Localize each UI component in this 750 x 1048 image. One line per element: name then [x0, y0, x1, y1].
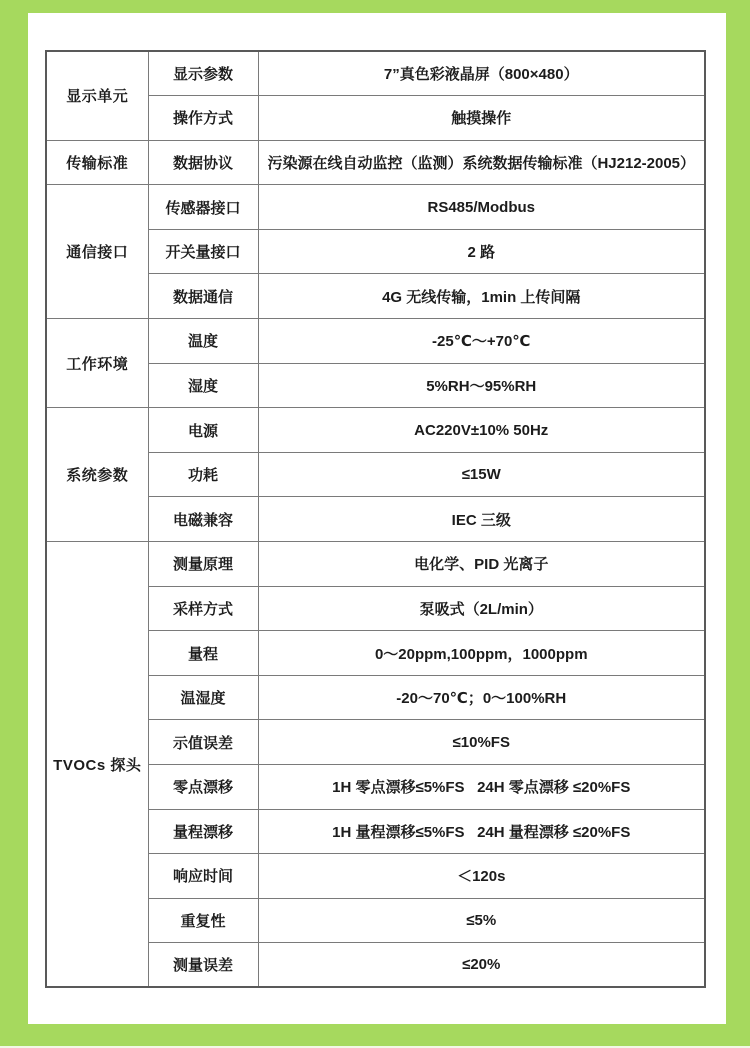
- value-cell: ≤5%: [258, 898, 705, 943]
- category-cell-system-parameters: 系统参数: [46, 408, 148, 542]
- table-row: [46, 185, 705, 230]
- value-cell: RS485/Modbus: [258, 185, 705, 230]
- value-cell: AC220V±10% 50Hz: [258, 408, 705, 453]
- spec-table: [45, 50, 706, 988]
- value-cell: 触摸操作: [258, 96, 705, 141]
- value-cell: -20～70℃；0～100%RH: [258, 675, 705, 720]
- value-cell: IEC 三级: [258, 497, 705, 542]
- table-row: [46, 408, 705, 453]
- value-cell: ＜120s: [258, 854, 705, 899]
- value-cell: 电化学、PID 光离子: [258, 542, 705, 587]
- frame-left-bar: [0, 0, 28, 1048]
- category-cell-transmission-standard: 传输标准: [46, 140, 148, 185]
- category-cell-working-environment: 工作环境: [46, 319, 148, 408]
- param-cell: 温湿度: [148, 675, 258, 720]
- category-cell-tvocs-probe: TVOCs 探头: [46, 542, 148, 988]
- param-cell: 操作方式: [148, 96, 258, 141]
- param-cell: 测量误差: [148, 943, 258, 988]
- param-cell: 数据通信: [148, 274, 258, 319]
- param-cell: 数据协议: [148, 140, 258, 185]
- table-row: [46, 51, 705, 96]
- param-cell: 量程漂移: [148, 809, 258, 854]
- frame-right-bar: [726, 0, 750, 1048]
- value-cell: 5%RH～95%RH: [258, 363, 705, 408]
- param-cell: 显示参数: [148, 51, 258, 96]
- value-cell: 7”真色彩液晶屏（800×480）: [258, 51, 705, 96]
- value-cell: 1H 零点漂移≤5%FS 24H 零点漂移 ≤20%FS: [258, 765, 705, 810]
- param-cell: 传感器接口: [148, 185, 258, 230]
- param-cell: 量程: [148, 631, 258, 676]
- frame-top-bar: [0, 0, 750, 13]
- table-row: [46, 140, 705, 185]
- value-cell: ≤20%: [258, 943, 705, 988]
- value-cell: 0～20ppm,100ppm，1000ppm: [258, 631, 705, 676]
- param-cell: 示值误差: [148, 720, 258, 765]
- param-cell: 湿度: [148, 363, 258, 408]
- value-cell: 2 路: [258, 229, 705, 274]
- frame-bottom-bar: [0, 1024, 750, 1046]
- value-cell: -25℃～+70℃: [258, 319, 705, 364]
- param-cell: 重复性: [148, 898, 258, 943]
- param-cell: 温度: [148, 319, 258, 364]
- value-cell: 污染源在线自动监控（监测）系统数据传输标准（HJ212-2005）: [258, 140, 705, 185]
- param-cell: 电源: [148, 408, 258, 453]
- value-cell: 1H 量程漂移≤5%FS 24H 量程漂移 ≤20%FS: [258, 809, 705, 854]
- value-cell: ≤10%FS: [258, 720, 705, 765]
- value-cell: ≤15W: [258, 452, 705, 497]
- table-row: [46, 319, 705, 364]
- param-cell: 电磁兼容: [148, 497, 258, 542]
- value-cell: 4G 无线传输，1min 上传间隔: [258, 274, 705, 319]
- category-cell-display-unit: 显示单元: [46, 51, 148, 140]
- param-cell: 功耗: [148, 452, 258, 497]
- param-cell: 测量原理: [148, 542, 258, 587]
- category-cell-communication-interface: 通信接口: [46, 185, 148, 319]
- param-cell: 零点漂移: [148, 765, 258, 810]
- table-row: [46, 542, 705, 587]
- value-cell: 泵吸式（2L/min）: [258, 586, 705, 631]
- param-cell: 开关量接口: [148, 229, 258, 274]
- param-cell: 采样方式: [148, 586, 258, 631]
- param-cell: 响应时间: [148, 854, 258, 899]
